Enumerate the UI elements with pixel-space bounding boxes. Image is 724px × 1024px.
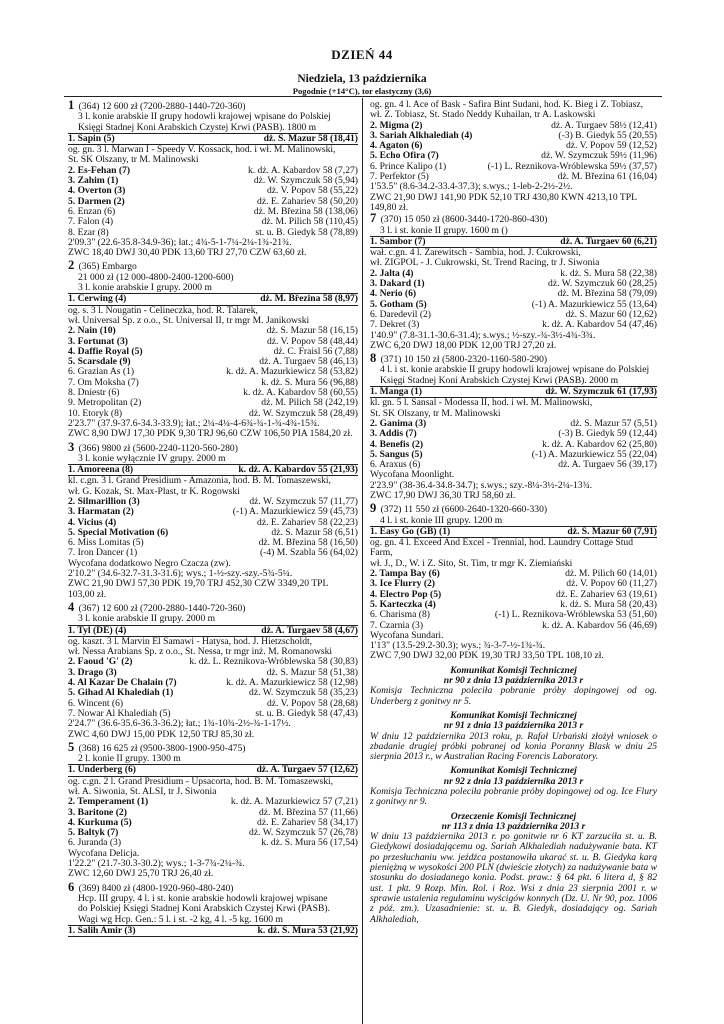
jockey: dż. W. Szymczuk 58 (28,49): [249, 407, 358, 419]
jockey: k. dż. A. Kabardov 62 (25,80): [542, 438, 657, 450]
result-line: wał. c.gn. 4 l. Zarewitsch - Sambia, hod. J. Cukrowski,: [370, 247, 581, 259]
result-line: ZWC 7,90 DWJ 32,00 PDK 19,30 TRJ 33,50 TPL 108,10 zł.: [370, 650, 604, 662]
jockey: dż. M. Březina 57 (11,66): [258, 806, 358, 818]
result-line: 2'23.7" (37.9-37.6-34.3-33.9); łat.; 2¼-4¼-4-6¾-¾-1-¾-4¾-15¾.: [68, 417, 320, 429]
jockey: dż. E. Zahariev 58 (34,17): [257, 816, 358, 828]
page-header: [0, 47, 724, 62]
race-conditions: do Polskiej Księgi Stadnej Koni Arabskich Czystej Krwi (PASB).: [78, 903, 331, 915]
result-line: ZWC 4,60 DWJ 15,00 PDK 12,50 TRJ 85,30 zł.: [68, 728, 255, 740]
jockey: k. dż. A. Kabardov 58 (7,27): [247, 164, 358, 176]
result-line: ZWC 17,90 DWJ 36,30 TRJ 58,60 zł.: [370, 489, 516, 501]
communications: [370, 666, 657, 925]
race-block: [68, 739, 358, 880]
race-prize: (367) 12 600 zł (7200-2880-1440-720-360): [78, 602, 246, 614]
race-conditions: Wagi wg Hcp. Gen.: 5 l. i st. -2 kg, 4 l. -5 kg. 1600 m: [68, 915, 358, 926]
horse-name: 4. Al Kazar De Chalain (7): [68, 678, 177, 689]
horse-name: 3. Drago (3): [68, 667, 117, 678]
horse-name: 6. Miss Lomitas (5): [68, 538, 144, 549]
result-line: wł. G. Kozak, St. Max-Plast, tr K. Rogowski: [68, 485, 240, 497]
horse-name: 3. Dakard (1): [370, 279, 425, 290]
race-number: 2: [68, 258, 75, 273]
right-column: [370, 100, 657, 925]
horse-name: 1. Easy Go (GB) (1): [370, 526, 451, 537]
result-line: St. SK Olszany, tr M. Malinowski: [370, 407, 501, 419]
result-line: 149,80 zł.: [370, 201, 409, 213]
communication-number: nr 90 z dnia 13 października 2013 r: [443, 675, 584, 687]
horse-name: 2. Temperament (1): [68, 797, 149, 808]
result-row: [370, 429, 657, 439]
result-line: og. s. 3 l. Nougatin - Celineczka, hod. R. Talarek,: [68, 304, 258, 316]
jockey: dż. V. Popov 58 (28,68): [266, 697, 358, 709]
result-line: St. SK Olszany, tr M. Malinowski: [68, 154, 199, 166]
race-block: [370, 213, 657, 351]
communication-body: W dniu 12 października 2013 roku, p. Rafał Urbański złożył wniosek o zbadanie drugiej próbki pobranej od konia Poranny Blask w dniu 25 sierpnia 2013 r., w Australian Racing Forencis Laboratory.: [370, 730, 657, 763]
jockey: dż. M. Pilich 60 (14,01): [565, 568, 657, 580]
horse-name: 7. Perfektor (5): [370, 172, 429, 183]
communication: [370, 812, 657, 925]
horse-name: 10. Etoryk (8): [68, 408, 123, 419]
jockey: dż. S. Mazur 58 (16,15): [266, 325, 358, 337]
horse-name: 6. Enzan (6): [68, 206, 116, 217]
horse-name: 2. Tampa Bay (6): [370, 569, 440, 580]
result-line: ZWC 18,40 DWJ 30,40 PDK 13,60 TRJ 27,70 CZW 63,60 zł.: [68, 247, 307, 259]
horse-name: 5. Baltyk (7): [68, 828, 119, 839]
jockey: dż. M. Pilich 58 (110,45): [261, 216, 358, 228]
race-block: [68, 879, 358, 937]
horse-name: 5. Gihad Al Khalediah (1): [68, 688, 174, 699]
race-conditions: 2 l. konie II grupy. 1300 m: [68, 754, 358, 765]
result-line: og. gn. 4 l. Exceed And Excel - Trennial, hod. Laundry Cottage Stud Farm,: [370, 537, 633, 559]
jockey: dż. W. Szymczuk 59½ (11,96): [541, 150, 657, 162]
race-block: [370, 503, 657, 661]
result-line: ZWC 12,60 DWJ 25,70 TRJ 26,40 zł.: [68, 868, 214, 880]
race-conditions: Hcp. III grupy. 4 l. i st. konie arabskie hodowli krajowej wpisane: [78, 892, 328, 904]
jockey: dż. V. Popov 58 (48,44): [266, 335, 358, 347]
column-divider: [362, 98, 363, 1024]
result-line: ZWC 21,90 DWJ 141,90 PDK 52,10 TRJ 430,80 KWN 4213,10 TPL: [370, 191, 637, 203]
race-prize: (369) 8400 zł (4800-1920-960-480-240): [78, 882, 234, 894]
race-6-continuation: [370, 100, 657, 213]
horse-name: 5. Special Motivation (6): [68, 527, 169, 538]
horse-name: 1. Sapin (5): [68, 133, 115, 144]
jockey: (-3) B. Giedyk 55 (20,55): [558, 129, 657, 141]
result-line: wł. Universal Sp. z o.o., St. Universal II, tr mgr M. Janikowski: [68, 314, 310, 326]
jockey: dż. M. Březina 58 (79,09): [557, 288, 657, 300]
jockey: (-1) A. Mazurkiewicz 55 (22,04): [531, 448, 657, 460]
result-row: [370, 610, 657, 620]
jockey: k. dż. A. Kabardov 55 (21,93): [238, 464, 358, 476]
result-line: ZWC 21,90 DWJ 57,30 PDK 19,70 TRJ 452,30 CZW 3349,20 TPL: [68, 578, 329, 590]
jockey: dż. S. Mazur 57 (5,51): [570, 417, 657, 429]
horse-name: 2. Es-Fehan (7): [68, 165, 131, 176]
jockey: (-4) M. Szabla 56 (64,02): [259, 547, 358, 559]
race-number: 4: [68, 599, 75, 614]
horse-name: 4. Daffie Royal (5): [68, 346, 143, 357]
horse-name: 8. Ezar (8): [68, 227, 109, 238]
horse-name: 5. Echo Ofira (7): [370, 151, 439, 162]
jockey: dż. S. Mazur 60 (7,91): [567, 525, 657, 537]
result-line: og. c.gn. 2 l. Grand Presidium - Upsacorta, hod. B. M. Tomaszewski,: [68, 775, 334, 787]
jockey: k. dż. A. Kabardov 54 (47,46): [542, 319, 657, 331]
horse-name: 5. Darmen (2): [68, 196, 125, 207]
jockey: k. dż. A. Kabardov 56 (46,69): [542, 619, 657, 631]
jockey: k. dż. A. Kabardov 58 (60,55): [243, 387, 358, 399]
result-line: 2'23.9" (38-36.4-34.8-34.7); s.wys.; szy.-8¼-3½-2¼-13¾.: [370, 479, 593, 491]
result-line: Wycofana dodatkowo Negro Czacza (zw).: [68, 557, 231, 569]
race-conditions: 3 l. konie arabskie II grupy hodowli krajowej wpisane do Polskiej: [78, 111, 331, 123]
communication: [370, 666, 657, 707]
horse-name: 6. Charisma (8): [370, 610, 430, 621]
jockey: dż. E. Zahariev 63 (19,61): [556, 588, 657, 600]
horse-name: 3. Baritone (2): [68, 807, 127, 818]
result-line: ZWC 8,90 DWJ 17,30 PDK 9,30 TRJ 96,60 CZW 106,50 PIA 1584,20 zł.: [68, 428, 353, 440]
jockey: (-1) L. Reznikova-Wróblewska 59½ (37,57): [487, 160, 657, 172]
horse-name: 8. Dniestr (6): [68, 388, 120, 399]
jockey: dż. A. Turgaev 58 (46,13): [259, 356, 358, 368]
horse-name: 3. Fortunat (3): [68, 336, 128, 347]
result-line: og. gn. 3 l. Marwan I - Speedy V. Kossack, hod. i wł. M. Malinowski,: [68, 144, 336, 156]
horse-name: 3. Harmatan (2): [68, 507, 134, 518]
jockey: dż. C. Fraisl 56 (7,88): [273, 345, 358, 357]
communication-title: Orzeczenie Komisji Technicznej: [450, 810, 577, 822]
horse-name: 7. Falon (4): [68, 217, 114, 228]
horse-name: 3. Ice Flurry (2): [370, 579, 436, 590]
date-title: Niedziela, 13 października: [297, 73, 427, 85]
result-line: Wycofana Sundari.: [370, 629, 444, 641]
jockey: st. u. B. Giedyk 58 (78,89): [255, 226, 358, 238]
horse-name: 7. Dekret (3): [370, 320, 420, 331]
header-rule: [64, 96, 662, 97]
jockey: dż. A. Turgaev 58½ (12,41): [551, 119, 657, 131]
jockey: dż. M. Pilich 58 (242,19): [261, 397, 358, 409]
horse-name: 2. Ganima (3): [370, 418, 427, 429]
horse-name: 4. Overton (3): [68, 186, 126, 197]
communication: [370, 766, 657, 807]
jockey: (-1) L. Reznikova-Wróblewska 53 (51,60): [494, 609, 657, 621]
jockey: dż. S. Mazur 58 (18,41): [263, 132, 358, 144]
horse-name: 3. Addis (7): [370, 429, 417, 440]
jockey: dż. W. Szymczuk 60 (28,25): [548, 278, 657, 290]
result-line: og. kaszt. 3 l. Marvin El Samawi - Hatysa, hod. J. Hietzscholdt,: [68, 635, 313, 647]
jockey: dż. M. Březina 61 (16,04): [557, 171, 657, 183]
race-conditions: Księgi Stadnej Koni Arabskich Czystej Krwi (PASB). 2000 m: [370, 376, 657, 387]
horse-name: 7. Czarnia (3): [370, 620, 424, 631]
race-header: [68, 439, 358, 454]
jockey: dż. A. Turgaev 60 (6,21): [560, 235, 657, 247]
race-header: [370, 503, 657, 515]
jockey: dż. E. Zahariev 58 (50,20): [257, 195, 358, 207]
jockey: dż. W. Szymczuk 58 (5,94): [253, 175, 358, 187]
horse-name: 6. Araxus (6): [370, 460, 421, 471]
jockey: dż. S. Mazur 58 (6,51): [271, 526, 358, 538]
jockey: k. dż. S. Mura 58 (22,38): [560, 267, 657, 279]
jockey: dż. E. Zahariev 58 (22,23): [257, 516, 358, 528]
communication: [370, 711, 657, 762]
race-block: [68, 599, 358, 740]
communication-number: nr 113 z dnia 13 października 2013 r: [441, 820, 586, 832]
race-number: 3: [68, 439, 75, 454]
horse-name: 3. Sariah Alkhalediah (4): [370, 130, 473, 141]
race-conditions: 3 l. konie arabskie I grupy. 2000 m: [68, 283, 358, 294]
race-number: 7: [370, 211, 377, 226]
result-line: wł. Nessa Arabians Sp. z o.o., St. Nessa, tr mgr inż. M. Romanowski: [68, 646, 333, 658]
result-line: Wycofana Moonlight.: [370, 469, 455, 481]
result-row: [68, 326, 358, 336]
jockey: k. dż. A. Mazurkiewicz 57 (7,21): [230, 796, 358, 808]
communication-title: Komunikat Komisji Technicznej: [450, 709, 577, 721]
result-row: [68, 294, 358, 305]
result-line: 1'22.2" (21.7-30.3-30.2); wys.; 1-3-7¾-2¼-¾.: [68, 858, 245, 870]
horse-name: 1. Underberg (6): [68, 765, 136, 776]
race-block: [68, 260, 358, 439]
horse-name: 1. Salih Amir (3): [68, 925, 136, 936]
horse-name: 4. Vicius (4): [68, 517, 117, 528]
jockey: dż. A. Turgaev 56 (39,17): [558, 459, 657, 471]
horse-name: 2. Silmarillion (3): [68, 496, 140, 507]
communication-body: Komisja Techniczna poleciła pobranie próby dopingowej od og. Ice Flury z gonitwy nr 9.: [370, 786, 657, 808]
horse-name: 4. Agaton (6): [370, 141, 423, 152]
race-conditions: Księgi Stadnej Koni Arabskich Czystej Krwi (PASB). 1800 m: [68, 123, 358, 134]
race-prize: (368) 16 625 zł (9500-3800-1900-950-475): [78, 742, 246, 754]
horse-name: 1. Amoreena (8): [68, 465, 134, 476]
jockey: k. dż. S. Mura 56 (17,54): [261, 837, 358, 849]
result-line: 1'40.9" (7.8-31.1-30.6-31.4); s.wys.; ½-szy.-¾-3½-4¾-3¾.: [370, 329, 596, 341]
jockey: dż. W. Szymczuk 57 (26,78): [249, 827, 358, 839]
jockey: (-3) B. Giedyk 59 (12,44): [558, 428, 657, 440]
horse-name: 6. Juranda (3): [68, 838, 122, 849]
race-header: [68, 260, 358, 272]
jockey: k. dż. A. Mazurkiewicz 58 (53,82): [226, 366, 358, 378]
race-block: [370, 353, 657, 501]
horse-name: 7. Iron Dancer (1): [68, 548, 138, 559]
result-line: wł. A. Siwonia, St. ALSI, tr J. Siwonia: [68, 786, 217, 797]
result-line: wł. ZIGPOL - J. Cukrowski, St. Trend Racing, tr J. Siwonia: [370, 257, 600, 269]
communication-body: Komisja Techniczna poleciła pobranie próby dopingowej od og. Underberg z gonitwy nr 5.: [370, 685, 657, 707]
result-line: wł. Z. Tobiasz, St. Stado Neddy Kuhailan, tr A. Laskowski: [370, 109, 596, 121]
jockey: dż. V. Popov 59 (12,52): [565, 140, 657, 152]
result-line: 2'24.7" (36.6-35.6-36.3-36.2); łat.; 1¾-10¾-2½-¾-1-17½.: [68, 718, 291, 730]
horse-name: 6. Wincent (6): [68, 698, 124, 709]
horse-name: 2. Jalta (4): [370, 268, 414, 279]
race-number: 1: [68, 98, 75, 112]
race-block: [68, 439, 358, 600]
result-line: 1'53.5" (8.6-34.2-33.4-37.3); s.wys.; 1-leb-2-2½-2½.: [370, 181, 573, 193]
horse-name: 4. Nerio (6): [370, 289, 417, 300]
race-block: [68, 100, 358, 258]
jockey: (-1) A. Mazurkiewicz 59 (45,73): [232, 506, 358, 518]
horse-name: 7. Om Moksha (7): [68, 377, 139, 388]
race-number: 6: [68, 879, 75, 894]
jockey: dż. W. Szymczuk 57 (11,77): [249, 495, 358, 507]
jockey: k. dż. L. Reznikova-Wróblewska 58 (30,83): [189, 656, 358, 668]
result-line: wł. J., D., W. i Z. Sito, St. Tim, tr mgr K. Ziemiański: [370, 557, 573, 569]
race-conditions: 3 l. konie wyłącznie IV grupy. 2000 m: [68, 454, 358, 465]
jockey: dż. S. Mazur 58 (51,38): [266, 666, 358, 678]
communication-title: Komunikat Komisji Technicznej: [450, 664, 577, 676]
result-line: 2'09.3" (22.6-35.8-34.9-36); łat.; 4¾-5-1-7¼-2¼-1¾-21¾.: [68, 236, 292, 248]
horse-name: 5. Gotham (5): [370, 299, 427, 310]
horse-name: 5. Sangus (5): [370, 449, 423, 460]
race-prize: (370) 15 050 zł (8600-3440-1720-860-430): [380, 214, 548, 226]
jockey: dż. V. Popov 60 (11,27): [566, 578, 657, 590]
race-conditions: 3 l. konie arabskie II grupy. 2000 m: [68, 614, 358, 625]
race-number: 9: [370, 501, 377, 516]
race-prize: (372) 11 550 zł (6600-2640-1320-660-330): [380, 504, 548, 516]
horse-name: 3. Zahim (1): [68, 176, 119, 187]
communication-number: nr 91 z dnia 13 października 2013 r: [443, 720, 584, 732]
race-prize: (364) 12 600 zł (7200-2880-1440-720-360): [78, 101, 246, 112]
communication-number: nr 92 z dnia 13 października 2013 r: [443, 775, 584, 787]
weather-line: Pogodnie (+14°C), tor elastyczny (3,6): [292, 86, 432, 96]
jockey: k. dż. A. Mazurkiewicz 58 (12,98): [226, 677, 358, 689]
race-prize: (365) Embargo: [78, 261, 137, 273]
race-number: 8: [370, 351, 377, 366]
horse-name: 2. Migma (2): [370, 120, 423, 131]
horse-name: 1. Cerwing (4): [68, 294, 127, 305]
jockey: k. dż. S. Mura 56 (96,88): [261, 376, 358, 388]
race-conditions: 3 l. i st. konie II grupy. 1600 m (): [370, 226, 657, 237]
race-prize: (366) 9800 zł (5600-2240-1120-560-280): [78, 442, 238, 454]
jockey: (-1) A. Mazurkiewicz 55 (13,64): [531, 298, 657, 310]
result-line: 1'13" (13.5-29.2-30.3); wys.; ¾-3-7-½-1¾-¾.: [370, 640, 546, 652]
horse-name: 6. Grazian As (1): [68, 367, 135, 378]
result-line: og. gn. 4 l. Ace of Bask - Safira Bint Sudani, hod. K. Bieg i Z. Tobiasz,: [370, 99, 644, 110]
race-number: 5: [68, 739, 75, 754]
horse-name: 9. Metropolitan (2): [68, 398, 142, 409]
horse-name: 1. Manga (1): [370, 387, 422, 398]
result-row: [370, 320, 657, 330]
result-row: [68, 765, 358, 776]
result-line: kl. c.gn. 3 l. Grand Presidium - Amazonia, hod. B. M. Tomaszewski,: [68, 475, 331, 487]
horse-name: 4. Benefis (2): [370, 439, 424, 450]
horse-name: 1. Tyl (DE) (4): [68, 625, 127, 636]
horse-name: 1. Sambor (7): [370, 236, 426, 247]
horse-name: 2. Faoud 'G' (2): [68, 657, 133, 668]
horse-name: 7. Nowar Al Khalediah (5): [68, 708, 171, 719]
result-line: 2'10.2" (34.6-32.7-31.3-31.6); wys.; 1-½-szy.-szy.-5¾-5¼.: [68, 568, 293, 580]
jockey: dż. M. Březina 58 (16,50): [258, 537, 358, 549]
horse-name: 5. Scarsdale (9): [68, 357, 131, 368]
communication-body: W dniu 13 października 2013 r. po gonitwie nr 6 KT zarzuciła st. u. B. Giedykowi dosiadającemu og. Sariah Alkhalediah nadużywanie bata. KT po przesłuchaniu ww. jeźdźca postanowiła ukarać st. u. B. Giedyka karą pieniężną w wysokości 200 PLN (dwieście złotych) za nadużywanie bata w stosunku do dosiadanego konia. Podst. praw.: § 64 pkt. 6 litera d, § 82 ust. 1 pkt. 9 Rozp. Min. Rol. i Roz. Wsi z dnia 23 sierpnia 2001 r. w sprawie ustalenia regulaminu wyścigów konnych (Dz. U. Nr 90, poz. 1006 z póź. zm.). Uzasadnienie: st. u. B. Giedyk, dosiadający og. Sariah Alkhalediah,: [370, 831, 657, 925]
horse-name: 5. Karteczka (4): [370, 599, 436, 610]
jockey: k. dż. S. Mura 53 (21,92): [257, 924, 358, 936]
jockey: dż. M. Březina 58 (8,97): [260, 293, 358, 305]
race-conditions: 4 l. i st. konie arabskie II grupy hodowli krajowej wpisane do Polskiej: [380, 364, 650, 376]
jockey: dż. W. Szymczuk 61 (17,93): [545, 386, 657, 398]
jockey: dż. S. Mazur 60 (12,62): [565, 308, 657, 320]
jockey: dż. A. Turgaev 57 (12,62): [256, 764, 358, 776]
jockey: k. dż. S. Mura 58 (20,43): [560, 598, 657, 610]
race-conditions: 21 000 zł (12 000-4800-2400-1200-600): [78, 271, 234, 283]
communication-title: Komunikat Komisji Technicznej: [450, 765, 577, 777]
result-line: kl. gn. 5 l. Sansal - Modessa II, hod. i wł. M. Malinowski,: [370, 397, 593, 409]
race-prize: (371) 10 150 zł (5800-2320-1160-580-290): [380, 354, 548, 366]
horse-name: 4. Electro Pop (5): [370, 589, 442, 600]
race-header: [370, 213, 657, 225]
race-conditions: 4 l. i st. konie III grupy. 1200 m: [370, 516, 657, 527]
jockey: dż. A. Turgaev 58 (4,67): [261, 624, 358, 636]
result-row: [68, 926, 358, 937]
left-column: [68, 100, 358, 939]
horse-name: 6. Prince Kalipo (1): [370, 161, 447, 172]
day-title: DZIEŃ 44: [331, 47, 393, 62]
right-races: [370, 213, 657, 661]
result-line: Wycofana Delicja.: [68, 847, 140, 859]
result-line: 103,00 zł.: [68, 588, 107, 600]
jockey: dż. W. Szymczuk 58 (35,23): [249, 687, 358, 699]
horse-name: 6. Daredevil (2): [370, 309, 432, 320]
result-line: ZWC 6,20 DWJ 18,00 PDK 12,00 TRJ 27,20 zł.: [370, 339, 557, 351]
jockey: st. u. B. Giedyk 58 (47,43): [255, 707, 358, 719]
horse-name: 2. Nain (10): [68, 326, 116, 337]
horse-name: 4. Kurkuma (5): [68, 817, 132, 828]
jockey: dż. M. Březina 58 (138,06): [253, 205, 358, 217]
jockey: dż. V. Popov 58 (55,22): [266, 185, 358, 197]
